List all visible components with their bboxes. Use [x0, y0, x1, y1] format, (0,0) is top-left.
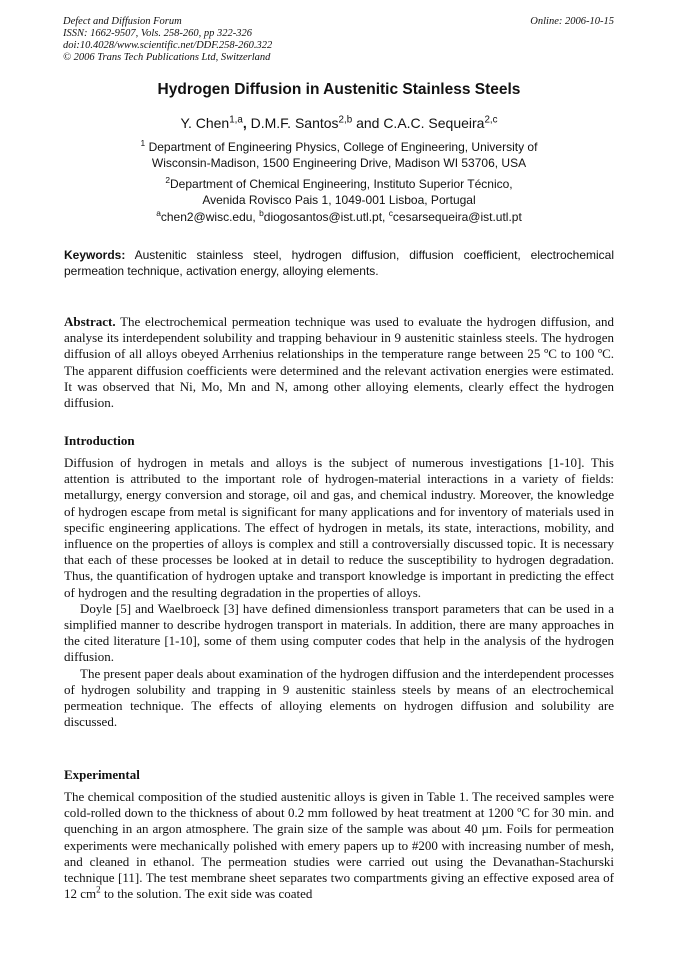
journal-header [63, 16, 272, 64]
superscript: 2 [96, 884, 101, 895]
author-sup: 2,b [338, 114, 353, 126]
paragraph: Doyle [5] and Waelbroeck [3] have defined dimensionless transport parameters that can be used in a simplified manner to describe hydrogen transport in materials. In addition, there are many approaches in the cited literature [1-10], some of them using computer codes that help in the analysis of the hydrogen diffusion. [64, 600, 614, 665]
email-address[interactable]: cesarsequeira@ist.utl.pt [392, 210, 522, 224]
copyright-line: © 2006 Trans Tech Publications Ltd, Switzerland [63, 52, 271, 63]
affiliation-line: Wisconsin-Madison, 1500 Engineering Drive, Madison WI 53706, USA [151, 156, 527, 170]
abstract [64, 314, 614, 411]
introduction-body [64, 455, 614, 730]
affiliation-2 [0, 176, 678, 208]
paragraph: Diffusion of hydrogen in metals and alloys is the subject of numerous investigations [1-10]. This attention is attributed to the important role of hydrogen-material interactions in a variety of fields: metallurgy, energy conversion and storage, oil and gas, and chemical industry. Moreover, the knowledge of hydrogen escape from metal is significant for many applications and for inventory of materials used in specific engineering applications. The effect of hydrogen in metals, its state, interactions, mobility, and influence on the properties of alloys is complex and still a controversially discussed topic. It is necessary that each of these processes be looked at in detail to reduce the susceptibility to hydrogen degradation. Thus, the quantification of hydrogen uptake and transport knowledge is important in predicting the effect of hydrogen and the resulting degradation in the properties of alloys. [64, 455, 614, 600]
affiliation-line: Department of Engineering Physics, College of Engineering, University of [148, 140, 538, 154]
email-address[interactable]: chen2@wisc.edu, [160, 210, 256, 224]
paper-title: Hydrogen Diffusion in Austenitic Stainless Steels [157, 81, 521, 98]
experimental-text-tail: to the solution. The exit side was coated [100, 886, 313, 902]
affiliation-num: 2 [165, 175, 171, 185]
author-name: C.A.C. Sequeira [383, 115, 485, 131]
experimental-heading: Experimental [64, 767, 140, 782]
introduction-heading: Introduction [64, 433, 135, 448]
affiliation-line: Avenida Rovisco Pais 1, 1049-001 Lisboa, Portugal [202, 193, 476, 207]
author-name: Y. Chen [180, 115, 230, 131]
experimental-text: The chemical composition of the studied austenitic alloys is given in Table 1. The received samples were cold-rolled down to the thickness of about 0.2 mm followed by heat treatment at 1200 ºC for 30 min. and quenching in an argon atmosphere. The grain size of the sample was about 40 µm. Foils for permeation experiments were mechanically polished with emery papers up to #200 with increasing number of mesh, and cleaned in ethanol. The permeation studies were carried out using the Devanathan-Stachurski technique [11]. The test membrane sheet separates two compartments giving an effective exposed area of 12 cm [64, 789, 614, 902]
keywords-text: Austenitic stainless steel, hydrogen diffusion, diffusion coefficient, electrochemical permeation technique, activation energy, alloying elements. [64, 248, 615, 278]
keywords-label: Keywords: [64, 248, 126, 262]
author-line: Y. Chen$^{1,a}$, D.M.F. Santos$^{2,b}$ and C.A.C. Sequeira$^{2,c}$ [180, 114, 498, 131]
email-sup: b [259, 208, 264, 218]
journal-name: Defect and Diffusion Forum [63, 16, 182, 27]
issn-line: ISSN: 1662-9507, Vols. 258-260, pp 322-326 [63, 28, 252, 39]
abstract-text: The electrochemical permeation technique was used to evaluate the hydrogen diffusion, and analyse its interdependent solubility and trapping behaviour in 9 austenitic stainless steels. The hydrogen diffusion of all alloys obeyed Arrhenius relationships in the temperature range between 25 ºC to 100 ºC. The apparent diffusion coefficients were determined and the relevant activation energies were estimated. It was observed that Ni, Mo, Mn and N, among other alloying elements, clearly effect the hydrogen diffusion. [64, 314, 615, 411]
email-line [0, 210, 678, 224]
online-date: Online: 2006-10-15 [530, 16, 614, 27]
author-name: D.M.F. Santos [250, 115, 339, 131]
author-sup: 1,a [229, 114, 243, 126]
author-and: and [356, 115, 380, 131]
doi-line[interactable]: doi:10.4028/www.scientific.net/DDF.258-260.322 [63, 40, 273, 51]
affiliation-line: Department of Chemical Engineering, Instituto Superior Técnico, [170, 177, 513, 191]
email-sup: a [156, 208, 161, 218]
paragraph: The present paper deals about examination of the hydrogen diffusion and the interdependent processes of hydrogen solubility and trapping in 9 austenitic stainless steels by means of an electrochemical permeation technique. The effects of alloying elements on hydrogen diffusion and solubility are discussed. [64, 665, 614, 730]
abstract-label: Abstract. [64, 314, 116, 329]
affiliation-num: 1 [140, 138, 146, 148]
author-sup: 2,c [484, 114, 498, 126]
keywords [64, 247, 614, 279]
affiliation-1 [0, 139, 678, 171]
email-address[interactable]: diogosantos@ist.utl.pt, [263, 210, 386, 224]
experimental-body [64, 789, 614, 902]
email-sup: c [388, 208, 393, 218]
